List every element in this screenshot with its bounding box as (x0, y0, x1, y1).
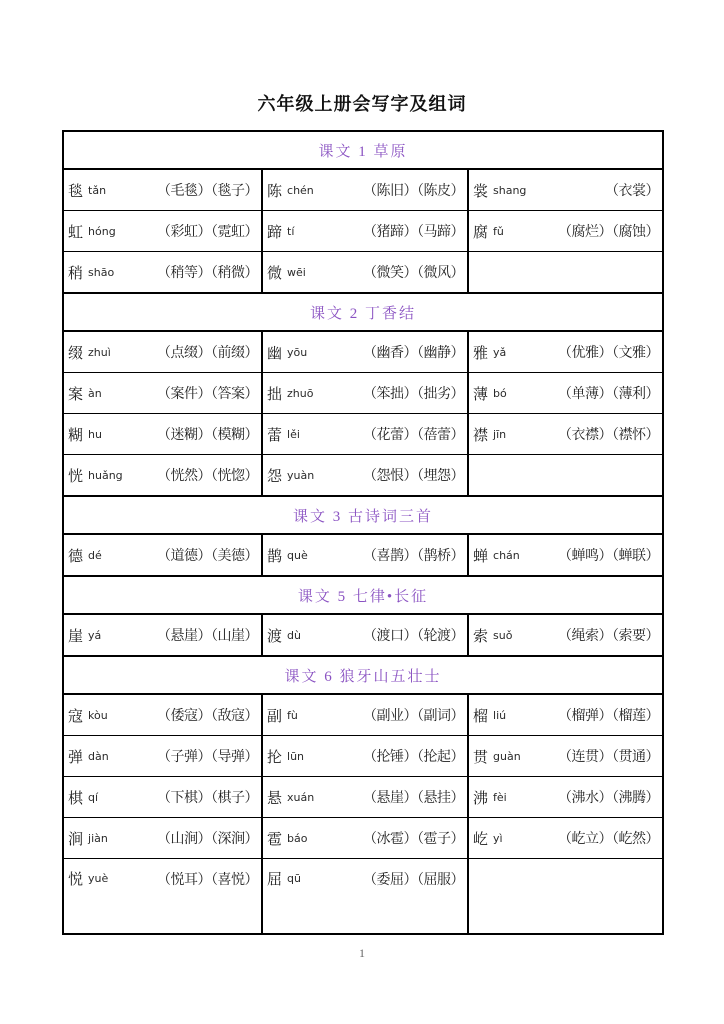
vocab-cell (262, 614, 468, 656)
word-group: （迷糊）（模糊） (157, 428, 258, 443)
vocab-cell-content (263, 625, 467, 646)
vocab-cell-content (469, 383, 662, 404)
word-group: （单薄）（薄利） (558, 387, 660, 402)
pinyin-label: guàn (493, 749, 521, 763)
vocab-cell-content (64, 746, 261, 767)
section-header-row (63, 131, 663, 169)
word-group: （衣襟）（襟怀） (558, 428, 660, 443)
hanzi-character: 寇 (68, 708, 84, 725)
vocab-cell-content (64, 828, 261, 849)
vocab-cell-content (469, 180, 662, 201)
pinyin-label: yuè (88, 872, 109, 885)
hanzi-character: 雹 (267, 831, 283, 848)
vocab-cell (468, 694, 663, 736)
vocab-row (63, 331, 663, 373)
hanzi-character: 拙 (267, 386, 283, 403)
vocab-cell (262, 331, 468, 373)
hanzi-character: 德 (68, 548, 84, 565)
hanzi-character: 副 (267, 708, 283, 725)
word-group: （优雅）（文雅） (558, 346, 660, 361)
hanzi-character: 薄 (473, 386, 489, 403)
vocab-cell (63, 373, 262, 414)
pinyin-label: bó (493, 386, 507, 400)
vocab-cell (468, 614, 663, 656)
vocab-cell (468, 414, 663, 455)
vocab-cell (468, 169, 663, 211)
hanzi-character: 虹 (68, 224, 84, 241)
hanzi-character: 恍 (68, 468, 84, 485)
vocab-table (62, 130, 664, 935)
vocab-cell (262, 818, 468, 859)
section-header-row (63, 576, 663, 614)
word-group: （沸水）（沸腾） (558, 791, 660, 806)
word-group: （案件）（答案） (157, 387, 258, 402)
pinyin-label: què (287, 548, 308, 562)
hanzi-character: 糊 (68, 427, 84, 444)
word-group: （悬崖）（悬挂） (363, 791, 464, 806)
vocab-cell-content (64, 625, 261, 646)
hanzi-character: 索 (473, 628, 489, 645)
word-group: （花蕾）（蓓蕾） (363, 428, 464, 443)
pinyin-label: tí (287, 224, 295, 238)
word-group: （下棋）（棋子） (157, 791, 258, 806)
word-group: （喜鹊）（鹊桥） (363, 549, 464, 564)
vocab-cell (63, 614, 262, 656)
vocab-cell (63, 777, 262, 818)
vocab-cell (262, 252, 468, 294)
pinyin-label: yōu (287, 345, 308, 359)
vocab-cell-content (263, 787, 467, 808)
pinyin-label: yuàn (287, 468, 315, 482)
hanzi-character: 陈 (267, 183, 283, 200)
pinyin-label: dàn (88, 749, 109, 763)
section-header-label: 课文 5 七律•长征 (63, 576, 663, 614)
vocab-cell-content (469, 705, 662, 726)
vocab-row (63, 859, 663, 935)
word-group: （猪蹄）（马蹄） (363, 225, 464, 240)
vocab-cell-content (64, 705, 261, 726)
vocab-cell-content (64, 342, 261, 363)
word-group: （副业）（副词） (363, 709, 464, 724)
vocab-cell-content (263, 465, 467, 486)
pinyin-label: qí (88, 790, 99, 804)
hanzi-character: 蝉 (473, 548, 489, 565)
vocab-cell (63, 455, 262, 497)
vocab-cell-content (263, 383, 467, 404)
vocab-cell (468, 736, 663, 777)
word-group: （彩虹）（霓虹） (157, 225, 258, 240)
vocab-cell (468, 373, 663, 414)
vocab-row (63, 211, 663, 252)
vocab-cell (63, 534, 262, 576)
pinyin-label: kòu (88, 708, 108, 722)
pinyin-label: lūn (287, 749, 305, 763)
vocab-cell (262, 534, 468, 576)
section-header-label: 课文 3 古诗词三首 (63, 496, 663, 534)
vocab-cell-content (64, 221, 261, 242)
empty-cell (468, 252, 663, 294)
hanzi-character: 微 (267, 265, 283, 282)
vocab-cell-content (263, 859, 467, 889)
pinyin-label: jīn (493, 427, 507, 441)
word-group: （榴弹）（榴莲） (558, 709, 660, 724)
word-group: （点缀）（前缀） (157, 346, 258, 361)
pinyin-label: hóng (88, 224, 116, 238)
pinyin-label: huǎng (88, 468, 123, 482)
hanzi-character: 裳 (473, 183, 489, 200)
word-group: （倭寇）（敌寇） (157, 709, 258, 724)
vocab-cell-content (64, 545, 261, 566)
vocab-cell-content (263, 828, 467, 849)
hanzi-character: 幽 (267, 345, 283, 362)
vocab-cell-content (64, 180, 261, 201)
section-header-row (63, 496, 663, 534)
hanzi-character: 蕾 (267, 427, 283, 444)
vocab-cell-content (469, 828, 662, 849)
vocab-row (63, 414, 663, 455)
word-group: （怨恨）（埋怨） (363, 469, 464, 484)
section-header-label: 课文 2 丁香结 (63, 293, 663, 331)
hanzi-character: 棋 (68, 790, 84, 807)
word-group: （幽香）（幽静） (363, 346, 464, 361)
word-group: （稍等）（稍微） (157, 266, 258, 281)
hanzi-character: 鹊 (267, 548, 283, 565)
pinyin-label: báo (287, 831, 308, 845)
pinyin-label: wēi (287, 265, 306, 279)
word-group: （衣裳） (605, 184, 660, 199)
pinyin-label: chén (287, 183, 314, 197)
vocab-cell-content (469, 545, 662, 566)
vocab-cell-content (263, 262, 467, 283)
vocab-cell-content (64, 787, 261, 808)
vocab-cell (262, 455, 468, 497)
word-group: （恍然）（恍惚） (157, 469, 258, 484)
word-group: （蝉鸣）（蝉联） (558, 549, 660, 564)
vocab-cell (468, 211, 663, 252)
hanzi-character: 贯 (473, 749, 489, 766)
vocab-cell (468, 777, 663, 818)
pinyin-label: suǒ (493, 628, 513, 642)
vocab-cell-content (263, 545, 467, 566)
pinyin-label: chán (493, 548, 520, 562)
word-group: （微笑）（微风） (363, 266, 464, 281)
word-group: （冰雹）（雹子） (363, 832, 464, 847)
word-group: （连贯）（贯通） (558, 750, 660, 765)
hanzi-character: 弹 (68, 749, 84, 766)
vocab-cell (63, 859, 262, 935)
word-group: （抡锤）（抡起） (363, 750, 464, 765)
hanzi-character: 悦 (68, 872, 84, 888)
pinyin-label: xuán (287, 790, 315, 804)
empty-cell (468, 859, 663, 935)
vocab-cell (262, 777, 468, 818)
word-group: （子弹）（导弹） (157, 750, 258, 765)
vocab-cell-content (263, 342, 467, 363)
word-group: （悦耳）（喜悦） (157, 872, 258, 888)
pinyin-label: fù (287, 708, 298, 722)
vocab-row (63, 373, 663, 414)
vocab-cell (262, 373, 468, 414)
pinyin-label: dé (88, 548, 102, 562)
hanzi-character: 榴 (473, 708, 489, 725)
vocab-cell (63, 331, 262, 373)
word-group: （绳索）（索要） (558, 629, 660, 644)
word-group: （悬崖）（山崖） (157, 629, 258, 644)
pinyin-label: jiàn (88, 831, 108, 845)
pinyin-label: hu (88, 427, 102, 441)
vocab-cell-content (263, 180, 467, 201)
vocab-cell (262, 414, 468, 455)
vocab-cell (63, 414, 262, 455)
word-group: （屹立）（屹然） (558, 832, 660, 847)
word-group: （渡口）（轮渡） (363, 629, 464, 644)
vocab-cell-content (64, 859, 261, 889)
vocab-cell-content (64, 424, 261, 445)
vocab-row (63, 614, 663, 656)
vocab-cell (468, 534, 663, 576)
page-number: 1 (359, 946, 365, 960)
vocab-row (63, 736, 663, 777)
pinyin-label: fèi (493, 790, 507, 804)
vocab-cell-content (64, 465, 261, 486)
hanzi-character: 稍 (68, 265, 84, 282)
vocab-row (63, 252, 663, 294)
pinyin-label: lěi (287, 427, 300, 441)
empty-cell (468, 455, 663, 497)
vocab-cell-content (263, 221, 467, 242)
vocab-cell (262, 694, 468, 736)
vocab-table-body (63, 131, 663, 934)
vocab-row (63, 534, 663, 576)
vocab-row (63, 777, 663, 818)
vocab-cell (63, 818, 262, 859)
hanzi-character: 怨 (267, 468, 283, 485)
word-group: （笨拙）（拙劣） (363, 387, 464, 402)
hanzi-character: 缀 (68, 345, 84, 362)
vocab-cell (262, 859, 468, 935)
vocab-cell-content (469, 424, 662, 445)
pinyin-label: qū (287, 872, 301, 885)
pinyin-label: yì (493, 831, 503, 845)
vocab-cell-content (64, 262, 261, 283)
hanzi-character: 襟 (473, 427, 489, 444)
pinyin-label: dù (287, 628, 301, 642)
pinyin-label: tǎn (88, 183, 107, 197)
hanzi-character: 毯 (68, 183, 84, 200)
hanzi-character: 悬 (267, 790, 283, 807)
hanzi-character: 涧 (68, 831, 84, 848)
pinyin-label: zhuì (88, 345, 111, 359)
word-group: （委屈）（屈服） (363, 872, 464, 888)
pinyin-label: shang (493, 183, 527, 197)
vocab-cell-content (469, 221, 662, 242)
vocab-cell (63, 736, 262, 777)
word-group: （道德）（美德） (157, 549, 258, 564)
word-group: （腐烂）（腐蚀） (558, 225, 660, 240)
pinyin-label: fǔ (493, 224, 504, 238)
vocab-row (63, 818, 663, 859)
section-header-label: 课文 1 草原 (63, 131, 663, 169)
hanzi-character: 抡 (267, 749, 283, 766)
section-header-row (63, 293, 663, 331)
section-header-label: 课文 6 狼牙山五壮士 (63, 656, 663, 694)
hanzi-character: 渡 (267, 628, 283, 645)
vocab-cell (262, 211, 468, 252)
vocab-cell (262, 169, 468, 211)
hanzi-character: 腐 (473, 224, 489, 241)
vocab-cell (63, 252, 262, 294)
vocab-cell (63, 211, 262, 252)
vocab-cell (468, 818, 663, 859)
vocab-cell (468, 331, 663, 373)
hanzi-character: 屈 (267, 872, 283, 888)
pinyin-label: zhuō (287, 386, 314, 400)
hanzi-character: 雅 (473, 345, 489, 362)
vocab-cell-content (469, 787, 662, 808)
vocab-cell-content (263, 705, 467, 726)
word-group: （毛毯）（毯子） (157, 184, 258, 199)
hanzi-character: 崖 (68, 628, 84, 645)
vocab-row (63, 169, 663, 211)
vocab-cell-content (469, 342, 662, 363)
vocab-cell-content (64, 383, 261, 404)
vocab-cell (262, 736, 468, 777)
pinyin-label: liú (493, 708, 507, 722)
hanzi-character: 蹄 (267, 224, 283, 241)
vocab-cell (63, 694, 262, 736)
vocab-cell-content (263, 746, 467, 767)
vocab-row (63, 455, 663, 497)
page-title: 六年级上册会写字及组词 (257, 94, 467, 114)
section-header-row (63, 656, 663, 694)
vocab-row (63, 694, 663, 736)
word-group: （陈旧）（陈皮） (363, 184, 464, 199)
vocab-cell-content (469, 746, 662, 767)
pinyin-label: shāo (88, 265, 115, 279)
pinyin-label: yǎ (493, 345, 507, 359)
pinyin-label: yá (88, 628, 102, 642)
pinyin-label: àn (88, 386, 102, 400)
vocab-cell-content (469, 625, 662, 646)
hanzi-character: 案 (68, 386, 84, 403)
hanzi-character: 沸 (473, 790, 489, 807)
hanzi-character: 屹 (473, 831, 489, 848)
word-group: （山涧）（深涧） (157, 832, 258, 847)
vocab-cell-content (263, 424, 467, 445)
vocab-cell (63, 169, 262, 211)
